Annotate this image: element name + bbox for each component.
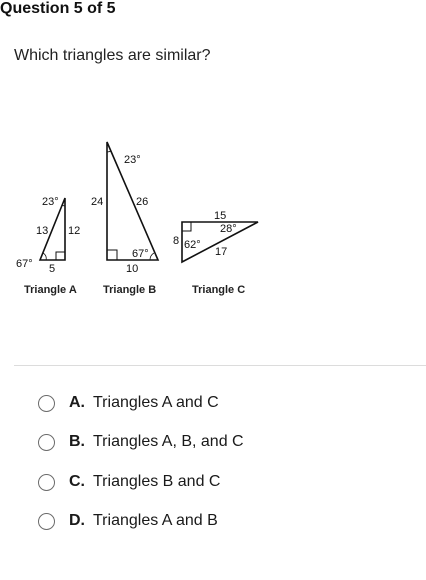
divider — [14, 365, 426, 366]
answer-option-b-letter: B. — [69, 433, 85, 450]
triangles-figure — [0, 130, 426, 310]
triangle-a-angle-top: 23° — [42, 196, 59, 208]
triangle-a-angle-arc-bottom — [43, 253, 46, 260]
question-header: Question 5 of 5 — [0, 0, 116, 17]
triangle-b-hyp-label: 26 — [136, 196, 149, 208]
answer-option-d[interactable] — [38, 509, 218, 533]
answer-option-b-text: Triangles A, B, and C — [93, 433, 244, 450]
question-prompt: Which triangles are similar? — [14, 47, 211, 64]
answer-option-a-text: Triangles A and C — [93, 394, 219, 411]
radio-button-b[interactable] — [38, 434, 55, 451]
triangle-c-right-angle-mark — [182, 222, 191, 231]
triangle-b-caption: Triangle B — [103, 284, 157, 296]
triangle-a-leg-vertical-label: 12 — [68, 225, 81, 237]
triangle-c — [173, 210, 258, 296]
triangle-c-angle-left: 62° — [184, 239, 201, 251]
triangle-c-caption: Triangle C — [192, 284, 246, 296]
answer-option-c-text: Triangles B and C — [93, 473, 221, 490]
triangle-b — [91, 142, 158, 296]
radio-button-c[interactable] — [38, 474, 55, 491]
radio-button-d[interactable] — [38, 513, 55, 530]
triangle-b-angle-bottom: 67° — [132, 248, 149, 260]
triangle-c-leg-left-label: 8 — [173, 235, 180, 247]
triangle-b-angle-top: 23° — [124, 154, 141, 166]
triangle-b-leg-vertical-label: 24 — [91, 196, 104, 208]
triangle-c-hyp-label: 17 — [215, 246, 228, 258]
triangle-a — [16, 196, 80, 296]
answer-option-a-letter: A. — [69, 394, 85, 411]
triangle-c-angle-right: 28° — [220, 223, 237, 235]
answer-option-b[interactable] — [38, 430, 244, 454]
triangle-c-side-top-label: 15 — [214, 210, 227, 222]
triangle-a-caption: Triangle A — [24, 284, 77, 296]
triangle-a-hyp-label: 13 — [36, 225, 49, 237]
answer-option-a[interactable] — [38, 391, 219, 415]
triangle-a-angle-bottom: 67° — [16, 258, 33, 270]
radio-button-a[interactable] — [38, 395, 55, 412]
triangle-a-right-angle-mark — [56, 252, 65, 260]
answer-option-c-letter: C. — [69, 473, 85, 490]
triangle-a-leg-base-label: 5 — [49, 263, 56, 275]
answer-option-d-letter: D. — [69, 512, 85, 529]
triangle-b-right-angle-mark — [107, 250, 117, 260]
answer-option-c[interactable] — [38, 470, 220, 494]
triangle-b-angle-arc-bottom — [150, 253, 154, 260]
triangle-b-leg-base-label: 10 — [126, 263, 139, 275]
answer-option-d-text: Triangles A and B — [93, 512, 218, 529]
